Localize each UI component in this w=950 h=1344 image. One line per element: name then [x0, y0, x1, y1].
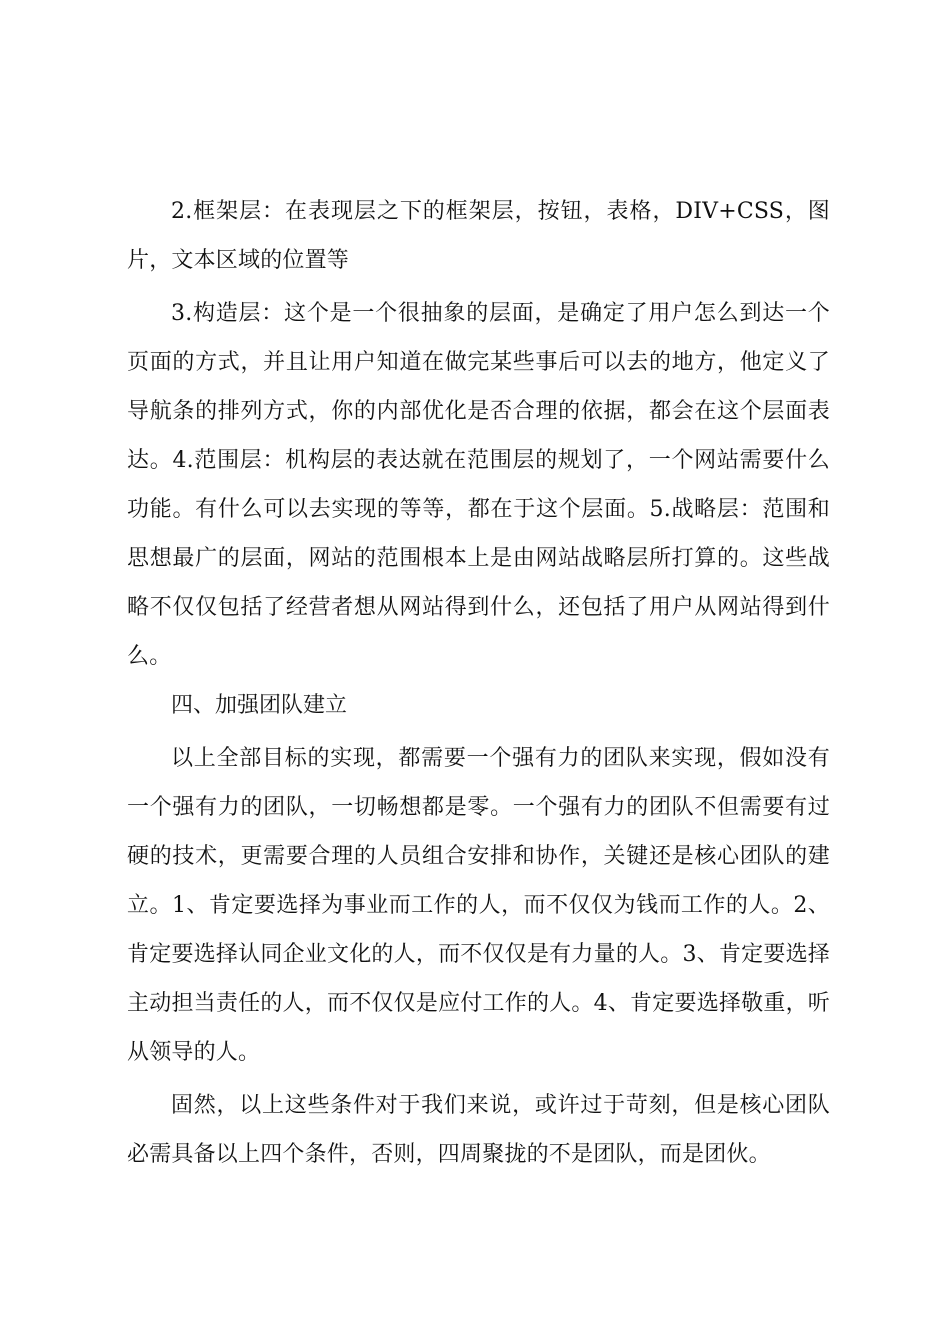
- document-page: [127, 0, 830, 1344]
- section-heading: 四、加强团队建立: [171, 693, 348, 718]
- paragraph-structure-layer: 3.构造层：这个是一个很抽象的层面，是确定了用户怎么到达一个页面的方式，并且让用户知道在做完某些事后可以去的地方，他定义了导航条的排列方式，你的内部优化是否合理的依据，都会在这个层面表达。4.范围层：机构层的表达就在范围层的规划了，一个网站需要什么功能。有什么可以去实现的等等，都在于这个层面。5.战略层：范围和思想最广的层面，网站的范围根本上是由网站战略层所打算的。这些战略不仅仅包括了经营者想从网站得到什么，还包括了用户从网站得到什么。: [127, 301, 830, 669]
- paragraph-conclusion: 固然，以上这些条件对于我们来说，或许过于苛刻，但是核心团队必需具备以上四个条件，否则，四周聚拢的不是团队，而是团伙。: [127, 1093, 830, 1167]
- paragraph-team-building: 以上全部目标的实现，都需要一个强有力的团队来实现，假如没有一个强有力的团队，一切畅想都是零。一个强有力的团队不但需要有过硬的技术，更需要合理的人员组合安排和协作，关键还是核心团队的建立。1、肯定要选择为事业而工作的人，而不仅仅为钱而工作的人。2、肯定要选择认同企业文化的人，而不仅仅是有力量的人。3、肯定要选择主动担当责任的人，而不仅仅是应付工作的人。4、肯定要选择敬重，听从领导的人。: [127, 746, 830, 1065]
- document-body: [127, 187, 830, 1179]
- paragraph-framework-layer: 2.框架层：在表现层之下的框架层，按钮，表格，DIV+CSS，图片，文本区域的位置等: [127, 199, 830, 273]
